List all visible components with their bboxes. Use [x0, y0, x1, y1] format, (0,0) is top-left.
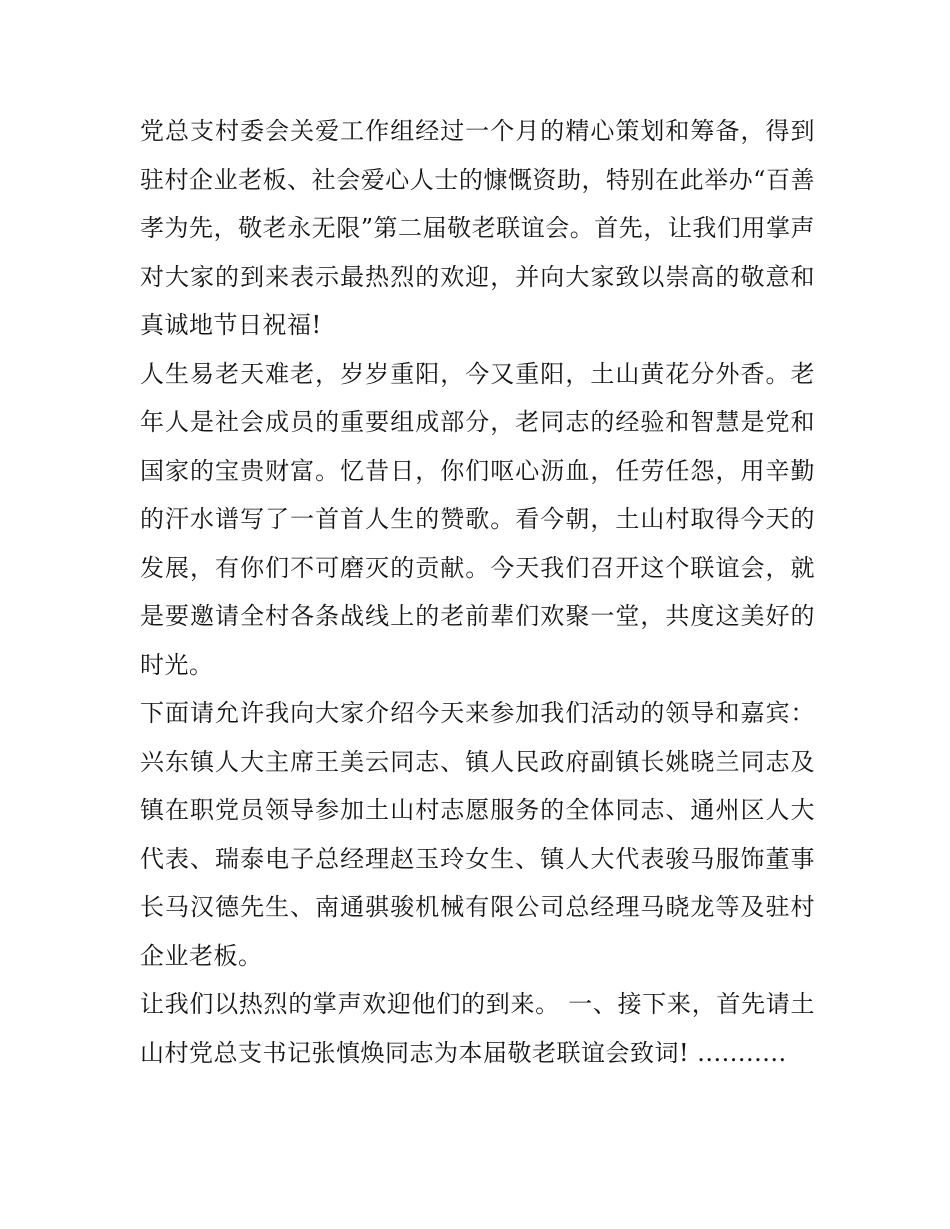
paragraph-guests: 下面请允许我向大家介绍今天来参加我们活动的领导和嘉宾：兴东镇人大主席王美云同志、镇人民政府副镇长姚晓兰同志及镇在职党员领导参加土山村志愿服务的全体同志、通州区人大代表、瑞泰电子总经理赵玉玲女生、镇人大代表骏马服饰董事长马汉德先生、南通骐骏机械有限公司总经理马晓龙等及驻村企业老板。	[140, 699, 815, 970]
paragraph-next-step: 让我们以热烈的掌声欢迎他们的到来。 一、接下来，首先请土山村党总支书记张慎焕同志为本届敬老联谊会致词! ...........	[140, 990, 815, 1067]
paragraph-welcome: 党总支村委会关爱工作组经过一个月的精心策划和筹备，得到驻村企业老板、社会爱心人士的慷慨资助，特别在此举办“百善孝为先，敬老永无限”第二届敬老联谊会。首先，让我们用掌声对大家的到来表示最热烈的欢迎，并向大家致以崇高的敬意和真诚地节日祝福!	[140, 117, 815, 339]
document-body	[140, 107, 815, 1077]
paragraph-chongyang: 人生易老天难老，岁岁重阳，今又重阳，土山黄花分外香。老年人是社会成员的重要组成部分，老同志的经验和智慧是党和国家的宝贵财富。忆昔日，你们呕心沥血，任劳任怨，用辛勤的汗水谱写了一首首人生的赞歌。看今朝，土山村取得今天的发展，有你们不可磨灭的贡献。今天我们召开这个联谊会，就是要邀请全村各条战线上的老前辈们欢聚一堂，共度这美好的时光。	[140, 359, 815, 679]
